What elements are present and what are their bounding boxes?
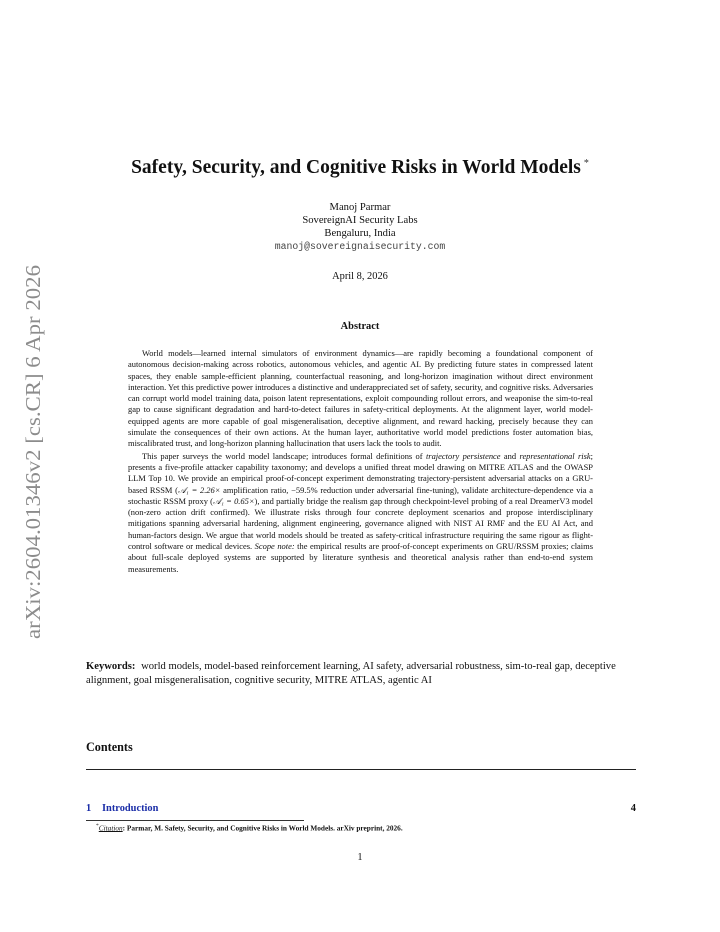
author-email[interactable]: manoj@sovereignaisecurity.com <box>274 241 446 252</box>
contents-heading: Contents <box>86 740 133 754</box>
keywords-label: Keywords: <box>86 661 136 672</box>
footnote-mark: * <box>96 823 99 829</box>
footnote-rule <box>86 820 304 821</box>
footnote-label: Citation <box>98 823 123 833</box>
page-number: 1 <box>357 852 363 863</box>
abstract-heading: Abstract <box>340 321 380 332</box>
toc-item-title[interactable]: Introduction <box>102 803 159 814</box>
title-footnote-mark: * <box>583 157 589 169</box>
title-text: Safety, Security, and Cognitive Risks in World Models <box>131 157 581 178</box>
footnote-text: : Parmar, M. Safety, Security, and Cognitive Risks in World Models. arXiv preprint, 2026. <box>122 823 403 833</box>
abstract-body <box>128 348 593 576</box>
author-name: Manoj Parmar <box>329 202 391 213</box>
toc-item-page: 4 <box>630 803 636 814</box>
keywords <box>86 660 638 687</box>
keywords-text: world models, model-based reinforcement learning, AI safety, adversarial robustness, sim-to-real gap, deceptive alignment, goal misgeneralisation, cognitive security, MITRE ATLAS, agentic AI <box>86 661 616 686</box>
contents-rule <box>86 769 636 770</box>
toc-item-number: 1 <box>86 803 92 814</box>
abstract-paragraph-2: This paper surveys the world model landscape; introduces formal definitions of trajectory persistence and representational risk; presents a five-profile attacker capability taxonomy; and develops a unified threat model drawing on MITRE ATLAS and the OWASP LLM Top 10. We provide an empirical proof-of-concept experiment demonstrating trajectory-persistent adversarial attacks on a GRU-based RSSM (𝒜₁ = 2.26× amplification ratio, −59.5% reduction under adversarial fine-tuning), validate architecture-dependence via a stochastic RSSM proxy (𝒜₁ = 0.65×), and partially bridge the realism gap through checkpoint-level probing of a real DreamerV3 model (non-zero action drift confirmed). We illustrate risks through four concrete deployment scenarios and propose interdisciplinary mitigations spanning adversarial hardening, alignment engineering, governance aligned with NIST AI RMF and the EU AI Act, and human-factors design. We argue that world models should be treated as safety-critical infrastructure requiring the same rigour as flight-control software or medical devices. Scope note: the empirical results are proof-of-concept experiments on GRU/RSSM proxies; claims about full-scale deployed systems are supported by literature synthesis and theoretical analysis rather than end-to-end system measurements. <box>128 450 593 574</box>
footnote <box>96 823 403 832</box>
author-location: Bengaluru, India <box>324 228 396 239</box>
author-affiliation: SovereignAI Security Labs <box>302 215 418 226</box>
arxiv-identifier: arXiv:2604.01346v2 [cs.CR] 6 Apr 2026 <box>21 286 45 639</box>
paper-date: April 8, 2026 <box>332 271 388 282</box>
arxiv-stamp <box>6 263 56 641</box>
paper-title <box>80 157 640 179</box>
abstract-paragraph-1: World models—learned internal simulators of environment dynamics—are rapidly becoming a foundational component of autonomous decision-making across robotics, autonomous vehicles, and agentic AI. By predicting future states in compressed latent spaces, they enable sample-efficient planning, counterfactual reasoning, and long-horizon imagination without direct environment interaction. Yet this predictive power introduces a distinctive and underappreciated set of safety, security, and cognitive risks. Adversaries can corrupt world model training data, poison latent representations, exploit compounding rollout errors, and weaponise the sim-to-real gap to cause significant degradation and hard-to-detect failures in safety-critical deployments. At the alignment layer, world model-equipped agents are more capable of goal misgeneralisation, deceptive alignment, and reward hacking, precisely because they can simulate the consequences of their own actions. At the human layer, authoritative world model predictions foster automation bias, miscalibrated trust, and long-horizon planning hallucination that users lack the tools to audit. <box>128 348 593 449</box>
toc-item-introduction[interactable] <box>86 803 636 814</box>
author-block <box>160 201 560 253</box>
